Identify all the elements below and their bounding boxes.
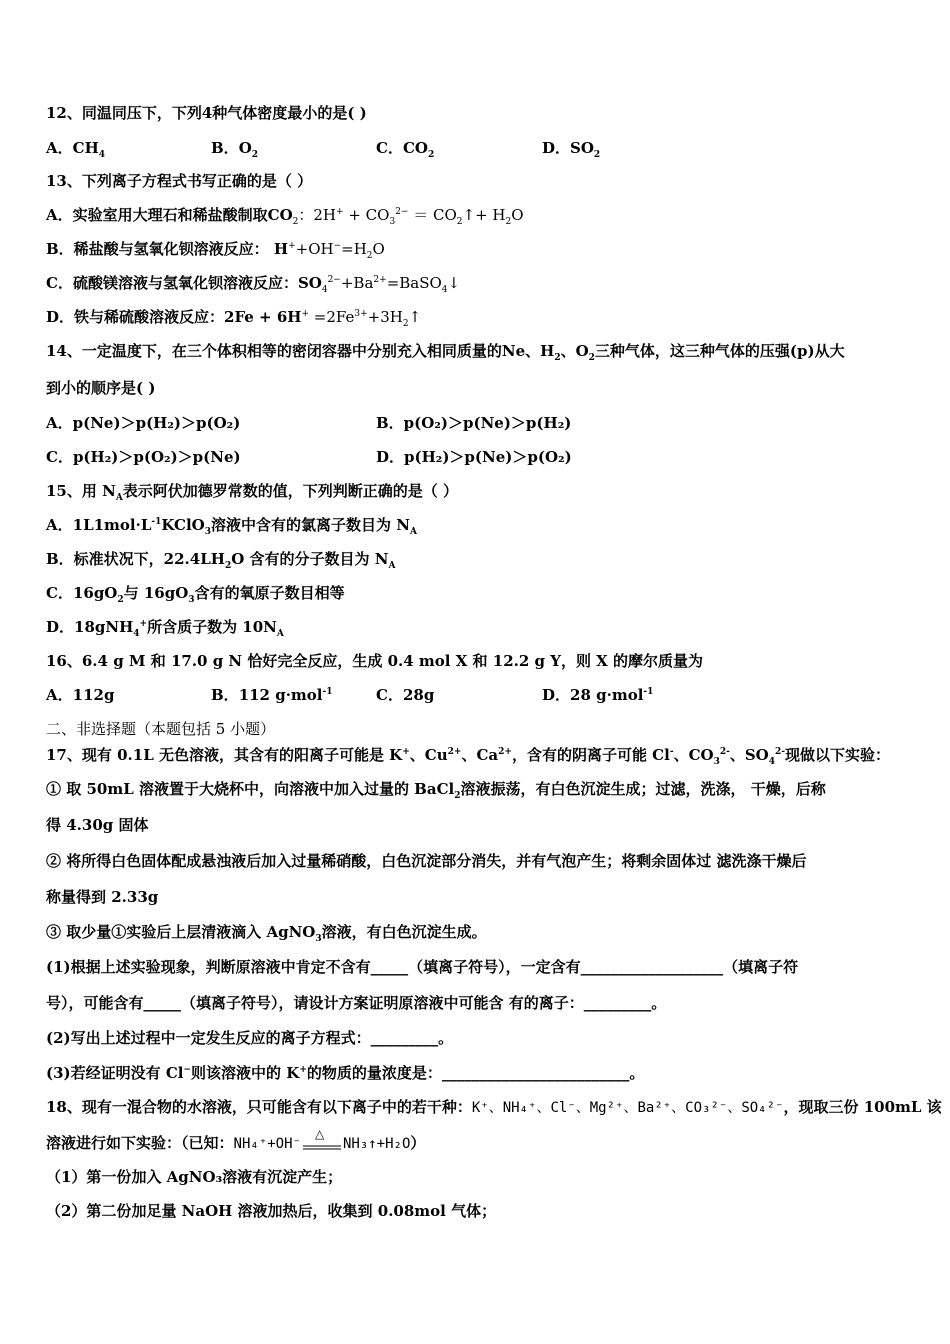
q15-option-a: A．$1L1mol\cdot L^{-1}KClO_3$溶液中含有的氯离子数目为 $N_A$ xyxy=(46,516,417,537)
q15-option-c: C．$16gO_2$与 $16gO_3$含有的氧原子数目相等 xyxy=(46,584,345,605)
q13-option-d: D．铁与稀硫酸溶液反应：$2Fe + 6H^+ =2Fe^{3+}+3H_2↑$ xyxy=(46,308,422,329)
q17-step3: ③ 取少量①实验后上层清液滴入 AgNO$_3$溶液，有白色沉淀生成。 xyxy=(46,923,487,944)
q13-option-b: B．稀盐酸与氢氧化钡溶液反应： $H^++OH^-=H_2O$ xyxy=(46,240,385,261)
q18-experiment-2: （2）第二份加足量 NaOH 溶液加热后，收集到 0.08mol 气体； xyxy=(46,1202,497,1220)
q17-stem: 17、现有 0.1L 无色溶液，其含有的阳离子可能是 K+、$Cu^{2+}$、$Ca^{2+}$，含有的阴离子可能 Cl-、$CO_3^{2-}$、$SO_4^{2-}$现做以下实验： xyxy=(46,746,891,767)
q13-option-a: A．实验室用大理石和稀盐酸制取$CO_2$：$2H^+ + CO_3^{2-}$ ＝ $CO_2↑+ H_2O$ xyxy=(46,206,524,227)
q17-step2-line1: ② 将所得白色固体配成悬浊液后加入过量稀硝酸，白色沉淀部分消失，并有气泡产生；将剩余固体过 滤洗涤干燥后 xyxy=(46,852,807,870)
q18-stem: 18、现有一混合物的水溶液，只可能含有以下离子中的若干种：K⁺、NH₄⁺、Cl⁻、Mg²⁺、Ba²⁺、CO₃²⁻、SO₄²⁻，现取三份 100mL 该 xyxy=(46,1098,942,1116)
q12-option-d: D．$SO_2$ xyxy=(542,139,601,160)
q13-option-c: C．硫酸镁溶液与氢氧化钡溶液反应：$SO_4^{2-}+Ba^{2+}=BaSO_4↓$ xyxy=(46,274,461,295)
q14-option-a: A．p(Ne)＞p(H₂)＞p(O₂) xyxy=(46,414,241,432)
q18-ion-list: K⁺、NH₄⁺、Cl⁻、Mg²⁺、Ba²⁺、CO₃²⁻、SO₄²⁻ xyxy=(471,1100,784,1116)
q15-stem: 15、用 $N_A$表示阿伏加德罗常数的值，下列判断正确的是（ ） xyxy=(46,482,459,503)
q17-part2: (2)写出上述过程中一定发生反应的离子方程式：_________。 xyxy=(46,1029,454,1047)
q12-option-c: C．$CO_2$ xyxy=(376,139,435,160)
heating-arrow-icon xyxy=(301,1127,343,1151)
q15-option-b: B．标准状况下，$22.4LH_2O$ 含有的分子数目为 $N_A$ xyxy=(46,550,396,571)
q16-stem: 16、6.4 g M 和 17.0 g N 恰好完全反应，生成 0.4 mol X 和 12.2 g Y，则 X 的摩尔质量为 xyxy=(46,652,704,670)
q16-option-d: D．28 g·mol$^{-1}$ xyxy=(542,686,654,704)
q17-step1-line2: 得 4.30g 固体 xyxy=(46,816,149,834)
q17-part1-line2: 号），可能含有_____（填离子符号），请设计方案证明原溶液中可能含 有的离子：_________。 xyxy=(46,994,667,1012)
q14-option-c: C．p(H₂)＞p(O₂)＞p(Ne) xyxy=(46,448,241,466)
q12-option-a: A．$CH_4$ xyxy=(46,139,106,160)
q16-option-b: B．112 g·mol$^{-1}$ xyxy=(211,686,333,704)
q14-stem-line2: 到小的顺序是( ) xyxy=(46,379,156,397)
section2-heading: 二、非选择题（本题包括 5 小题） xyxy=(46,720,276,738)
q14-option-b: B．p(O₂)＞p(Ne)＞p(H₂) xyxy=(376,414,572,432)
q16-option-c: C．28g xyxy=(376,686,435,704)
q17-part1-line1: (1)根据上述实验现象，判断原溶液中肯定不含有_____（填离子符号），一定含有___________________（填离子符 xyxy=(46,958,799,976)
q16-option-a: A．112g xyxy=(46,686,115,704)
q14-option-d: D．p(H₂)＞p(Ne)＞p(O₂) xyxy=(376,448,572,466)
q14-stem: 14、一定温度下，在三个体积相等的密闭容器中分别充入相同质量的Ne、$H_2$、$O_2$三种气体，这三种气体的压强(p)从大 xyxy=(46,342,845,363)
q17-step1-line1: ① 取 50mL 溶液置于大烧杯中，向溶液中加入过量的 BaCl$_2$溶液振荡，有白色沉淀生成；过滤，洗涤， 干燥，后称 xyxy=(46,780,826,801)
q17-part3: (3)若经证明没有 Cl−则该溶液中的 K+的物质的量浓度是：_________________________。 xyxy=(46,1064,645,1082)
q18-experiment-1: （1）第一份加入 AgNO₃溶液有沉淀产生； xyxy=(46,1168,343,1186)
q13-stem: 13、下列离子方程式书写正确的是（ ） xyxy=(46,172,313,190)
q18-equation-left: NH₄⁺+OH⁻ xyxy=(233,1136,301,1152)
heating-condition: △ xyxy=(314,1127,325,1141)
q17-step2-line2: 称量得到 2.33g xyxy=(46,888,159,906)
q12-option-b: B．$O_2$ xyxy=(211,139,259,160)
q15-option-d: D．18gNH$_4$+所含质子数为 $10N_A$ xyxy=(46,618,284,639)
q18-equation-right: NH₃↑+H₂O xyxy=(342,1136,411,1152)
q18-stem-line2: 溶液进行如下实验：（已知：NH₄⁺+OH⁻ △ NH₃↑+H₂O） xyxy=(46,1127,426,1152)
q12-stem: 12、同温同压下，下列4种气体密度最小的是( ) xyxy=(46,104,367,122)
